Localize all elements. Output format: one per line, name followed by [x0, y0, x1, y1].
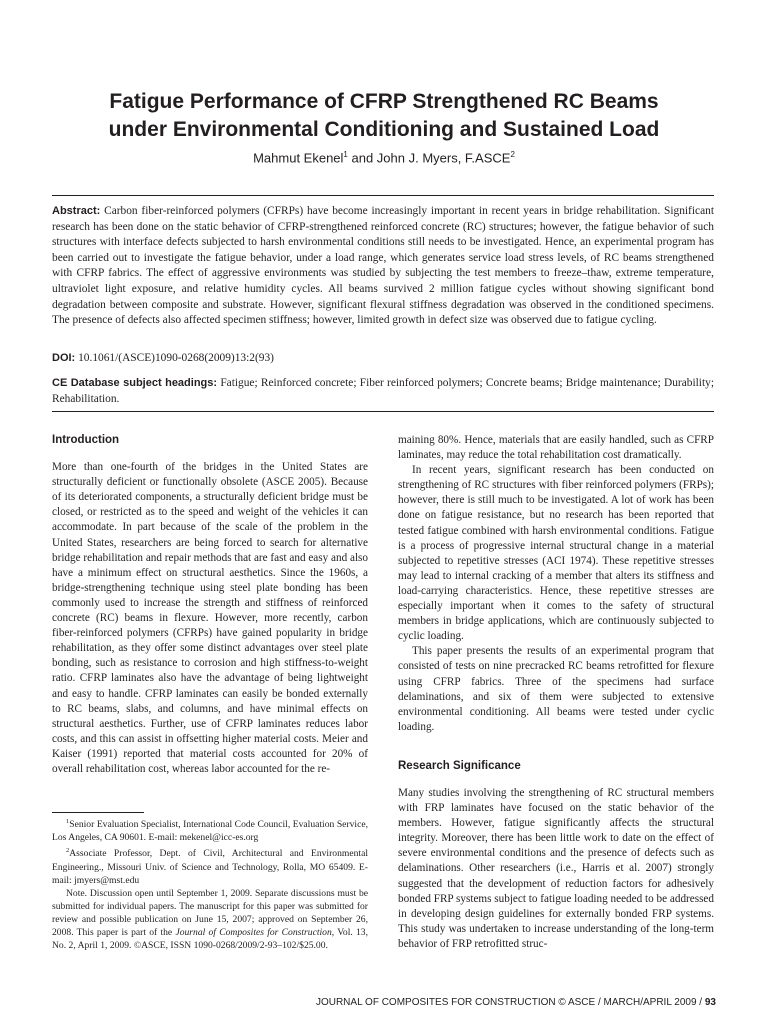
author-conjunction: and	[347, 150, 377, 166]
footnote-1-text: Senior Evaluation Specialist, International Code Council, Evaluation Service, Los Angeles, CA 90601. E-mail: mekenel@icc-es.org	[52, 819, 368, 844]
title-line-2: under Environmental Conditioning and Sustained Load	[108, 118, 660, 141]
subject-headings	[52, 376, 714, 407]
footnote-2-mark: 2	[66, 847, 70, 855]
author-line	[0, 150, 768, 165]
intro-paragraph-3: This paper presents the results of an experimental program that consisted of tests on nine precracked RC beams retrofitted for flexure using CFRP fabrics. Three of the specimens had surface delaminations, and six of them were subjected to extensive environmental conditioning. All beams were tested under cyclic loading.	[398, 645, 714, 733]
abstract-label: Abstract:	[52, 205, 101, 217]
title-line-1: Fatigue Performance of CFRP Strengthened RC Beams	[109, 90, 659, 113]
left-column	[52, 433, 368, 777]
section-spacer	[398, 735, 714, 759]
journal-name: Journal of Composites for Construction	[175, 927, 332, 939]
abstract-divider	[52, 411, 714, 412]
doi-line	[52, 351, 714, 367]
running-footer-text: JOURNAL OF COMPOSITES FOR CONSTRUCTION © ASCE / MARCH/APRIL 2009 /	[315, 997, 705, 1008]
research-significance-paragraph: Many studies involving the strengthening of RC structural members with FRP laminates have focused on the static behavior of the members. However, fatigue significantly affects the structural integrity. Moreover, there has been little work to date on the effect of severe environmental conditions and the presence of defects such as delaminations. Other researchers (i.e., Harris et al. 2007) strongly suggested that the development of reduction factors for adhesively bonded FRP systems subject to fatigue loading needed to be addressed in developing design guidelines for externally bonded FRP systems. This study was undertaken to increase understanding of the long-term behavior of FRP retrofitted struc-	[398, 786, 714, 950]
abstract-text: Carbon fiber-reinforced polymers (CFRPs) have become increasingly important in recent years in bridge rehabilitation. Significant research has been done on the static behavior of CFRP-strengthened reinforced concrete (RC) structures; however, the fatigue behavior of such structures with interface defects subjected to harsh environmental conditions still needs to be investigated. Hence, an experimental program has been carried out to investigate the fatigue behavior, under a load range, which generates service load stress levels, of RC beams strengthened with CFRP fabrics. The effect of aggressive environments was studied by subjecting the test members to freeze–thaw, extreme temperature, ultraviolet light exposure, and relative humidity cycles. All beams survived 2 million fatigue cycles without showing significant bond degradation between composite and substrate. However, significant flexural stiffness degradation was observed in the conditioned specimens. The presence of defects also affected specimen stiffness; however, limited growth in defect size was observed due to fatigue cycling.	[52, 205, 714, 327]
page-number: 93	[704, 997, 716, 1008]
footnote-divider	[52, 812, 144, 813]
abstract	[52, 204, 714, 329]
author-2-affiliation-mark: 2	[510, 150, 515, 159]
footnote-2	[52, 844, 368, 886]
discussion-note-text-b: , Vol. 13, No. 2, April 1, 2009. ©ASCE, ISSN 1090-0268/2009/2-93–102/$25.00.	[52, 927, 368, 952]
paper-title	[0, 88, 768, 144]
running-footer	[316, 997, 716, 1008]
footnote-1	[52, 815, 368, 844]
discussion-note-text-a: Note. Discussion open until September 1, 2009. Separate discussions must be submitted for individual papers. The manuscript for this paper was submitted for review and possible publication on June 15, 2007; approved on September 26, 2008. This paper is part of the	[52, 887, 368, 939]
section-heading-introduction: Introduction	[52, 434, 120, 446]
subject-headings-value: Fatigue; Reinforced concrete; Fiber reinforced polymers; Concrete beams; Bridge maintenance; Durability; Rehabilitation.	[52, 377, 714, 405]
author-1: Mahmut Ekenel	[253, 150, 344, 166]
author-2: John J. Myers, F.ASCE	[376, 150, 511, 166]
footnotes	[52, 815, 368, 952]
intro-paragraph-2: In recent years, significant research has been conducted on strengthening of RC structures with fiber reinforced polymers (FRPs); however, there is still much to be investigated. A lot of work has been done on fatigue resistance, but no research has been reported that tested fatigue combined with harsh environmental conditions. Fatigue is a process of progressive internal structural change in a material subjected to repetitive stresses (ACI 1974). These repetitive stresses may lead to internal cracking of a member that alters its stiffness and load-carrying characteristics. Hence, these repetitive stresses are especially important when it comes to the safety of structural members in bridge applications, which are continuously subjected to cyclic loading.	[398, 464, 714, 643]
doi-label: DOI:	[52, 352, 76, 364]
footnote-2-text: Associate Professor, Dept. of Civil, Architectural and Environmental Engineering., Missouri Univ. of Science and Technology, Rolla, MO 65409. E-mail: jmyers@mst.edu	[52, 848, 368, 886]
intro-paragraph-continued: maining 80%. Hence, materials that are easily handled, such as CFRP laminates, may reduce the total rehabilitation cost dramatically.	[398, 434, 714, 462]
discussion-note	[52, 887, 368, 952]
author-1-affiliation-mark: 1	[343, 150, 348, 159]
section-heading-research-significance: Research Significance	[398, 759, 521, 772]
doi-value[interactable]: 10.1061/(ASCE)1090-0268(2009)13:2(93)	[78, 352, 274, 364]
footnote-1-mark: 1	[66, 818, 70, 825]
intro-paragraph-1: More than one-fourth of the bridges in the United States are structurally deficient or functionally obsolete (ASCE 2005). Because of its deteriorated components, a structurally deficient bridge must be closed, or restricted as to the speed and weight of the vehicles it can accommodate. In part because of the scale of the problem in the United States, researchers are being forced to search for alternative bridge rehabilitation and repair methods that are fast and easy and also have a minimum effect on structural aesthetics. Since the 1960s, a bridge-strengthening technique using steel plate bonding has been commonly used to increase the strength and stiffness of reinforced concrete (RC) beams in flexure. However, more recently, carbon fiber-reinforced polymers (CFRPs) have gained popularity in bridge rehabilitation, as they offer some distinct advantages over steel plate bonding, such as resistance to corrosion and high stiffness-to-weight ratio. CFRP laminates also have the advantage of being lightweight and easy to handle. CFRP laminates can easily be bonded externally to RC beams, slabs, and columns, and have minimal effects on structural aesthetics. Further, use of CFRP laminates reduces labor costs, and this can assist in offsetting higher material costs. Meier and Kaiser (1991) reported that material costs accounted for 20% of overall rehabilitation cost, whereas labor accounted for the re-	[52, 461, 368, 775]
subject-headings-label: CE Database subject headings:	[52, 377, 218, 389]
right-column	[398, 433, 714, 952]
header-divider	[52, 195, 714, 196]
